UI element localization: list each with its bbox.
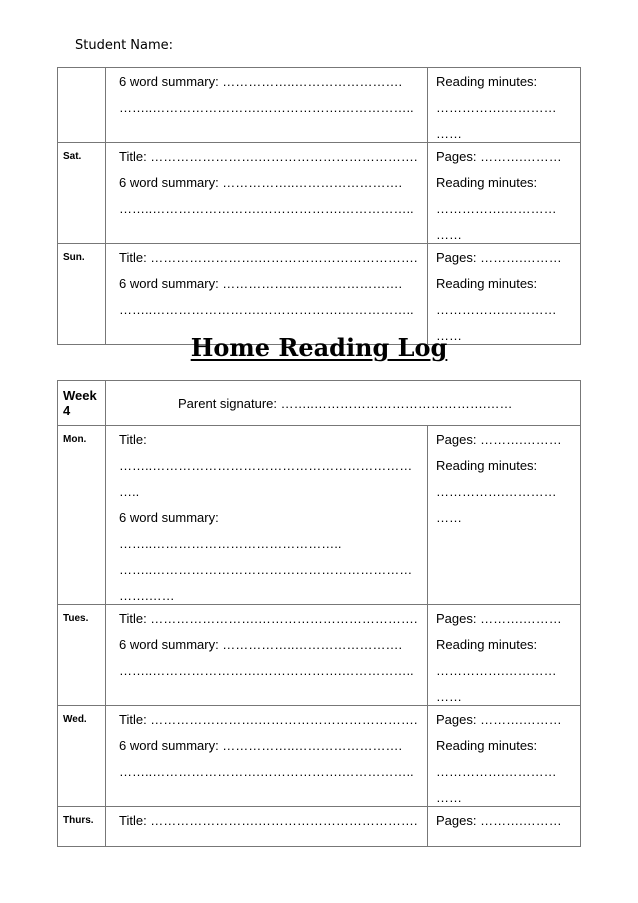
pages-minutes-line[interactable]: …………….………… [436,201,557,216]
title-summary-line[interactable]: …….…… [119,588,175,603]
line-gap [119,448,427,457]
day-label: Thurs. [58,807,106,847]
title-summary-cell[interactable] [106,143,428,244]
title-summary-line[interactable]: Title: …………………….………………………………. [119,149,418,164]
title-summary-line[interactable]: ……..…………………………………………………… [119,458,413,473]
line-gap [436,318,580,327]
day-label: Tues. [58,605,106,706]
pages-minutes-cell[interactable] [428,244,581,345]
title-summary-line[interactable]: Title: …………………….………………………………. [119,250,418,265]
pages-minutes-line[interactable]: …… [436,689,462,704]
title-summary-line[interactable]: ……..…………………………………………………… [119,562,413,577]
pages-minutes-line[interactable]: Pages: ……….……… [436,813,562,828]
day-label [58,68,106,143]
pages-minutes-line[interactable]: Pages: ……….……… [436,250,562,265]
title-summary-line[interactable]: ……..…………………….……………….…………….. [119,764,414,779]
day-row [58,807,581,847]
title-summary-line[interactable]: ……..…………………….……………….…………….. [119,663,414,678]
pages-minutes-line[interactable]: …………….………… [436,100,557,115]
line-gap [119,165,427,174]
parent-signature-field[interactable]: Parent signature: ……..………………………………….…… [106,381,581,426]
title-summary-line[interactable]: Title: …………………….………………………………. [119,611,418,626]
pages-minutes-line[interactable]: Reading minutes: [436,175,538,190]
pages-minutes-line[interactable]: …………….………… [436,484,557,499]
pages-minutes-line[interactable]: Pages: ……….……… [436,611,562,626]
line-gap [119,552,427,561]
line-gap [436,191,580,200]
title-summary-line[interactable]: Title: [119,432,147,447]
line-gap [436,754,580,763]
line-gap [436,780,580,789]
line-gap [436,266,580,275]
pages-minutes-line[interactable]: Pages: ……….……… [436,149,562,164]
title-summary-line[interactable]: 6 word summary: ……………..……………………. [119,637,403,652]
title-summary-cell[interactable] [106,605,428,706]
title-summary-line[interactable]: Title: …………………….………………………………. [119,813,418,828]
pages-minutes-line[interactable]: Reading minutes: [436,458,538,473]
line-gap [436,679,580,688]
line-gap [119,90,427,99]
title-summary-line[interactable]: 6 word summary: ……………..……………………. [119,175,403,190]
title-summary-line[interactable]: 6 word summary: ……………..……………………. [119,276,403,291]
title-summary-line[interactable]: 6 word summary: ……………..……………………. [119,738,403,753]
pages-minutes-line[interactable]: …………….………… [436,764,557,779]
title-summary-cell[interactable] [106,706,428,807]
pages-minutes-line[interactable]: Reading minutes: [436,637,538,652]
title-summary-line[interactable]: 6 word summary: ……………..……………………. [119,74,403,89]
home-reading-log-title: Home Reading Log [190,333,448,362]
line-gap [436,116,580,125]
title-summary-line[interactable]: ……..…………………….……………….…………….. [119,100,414,115]
pages-minutes-cell[interactable] [428,68,581,143]
line-gap [119,653,427,662]
line-gap [436,627,580,636]
pages-minutes-line[interactable]: Reading minutes: [436,738,538,753]
title-summary-line[interactable]: ……..…………………….……………….…………….. [119,201,414,216]
line-gap [119,728,427,737]
pages-minutes-cell[interactable] [428,426,581,605]
title-summary-cell[interactable] [106,244,428,345]
line-gap [436,500,580,509]
line-gap [119,500,427,509]
line-gap [119,526,427,535]
page-title [0,333,638,362]
title-summary-cell[interactable] [106,807,428,847]
line-gap [436,474,580,483]
day-row [58,143,581,244]
line-gap [119,627,427,636]
line-gap [436,90,580,99]
pages-minutes-line[interactable]: …… [436,328,462,343]
title-summary-cell[interactable] [106,68,428,143]
day-row [58,244,581,345]
reading-log-table-previous-week [57,67,581,345]
pages-minutes-line[interactable]: …… [436,510,462,525]
pages-minutes-line[interactable]: Pages: ……….……… [436,432,562,447]
title-summary-line[interactable]: ….. [119,484,140,499]
title-summary-line[interactable]: ……..…………………….……………….…………….. [119,302,414,317]
day-row [58,706,581,807]
day-label: Mon. [58,426,106,605]
line-gap [119,266,427,275]
student-name-label: Student Name: [75,38,174,53]
day-row [58,68,581,143]
line-gap [119,191,427,200]
line-gap [436,292,580,301]
week-header-row [58,381,581,426]
day-label: Sun. [58,244,106,345]
title-summary-line[interactable]: 6 word summary: [119,510,219,525]
pages-minutes-line[interactable]: …… [436,227,462,242]
day-label: Sat. [58,143,106,244]
line-gap [436,448,580,457]
day-row [58,426,581,605]
reading-log-table-week-4 [57,380,581,847]
pages-minutes-line[interactable]: …………….………… [436,302,557,317]
title-summary-line[interactable]: ……..…………………………………….. [119,536,342,551]
title-summary-line[interactable]: Title: …………………….………………………………. [119,712,418,727]
pages-minutes-cell[interactable] [428,807,581,847]
pages-minutes-cell[interactable] [428,143,581,244]
day-row [58,605,581,706]
line-gap [119,474,427,483]
pages-minutes-line[interactable]: Pages: ……….……… [436,712,562,727]
pages-minutes-line[interactable]: Reading minutes: [436,74,538,89]
line-gap [436,728,580,737]
pages-minutes-cell[interactable] [428,605,581,706]
line-gap [436,165,580,174]
line-gap [119,292,427,301]
pages-minutes-cell[interactable] [428,706,581,807]
day-label: Wed. [58,706,106,807]
pages-minutes-line[interactable]: …… [436,126,462,141]
pages-minutes-line[interactable]: Reading minutes: [436,276,538,291]
line-gap [119,578,427,587]
week-label: Week 4 [58,381,106,426]
line-gap [436,653,580,662]
line-gap [436,217,580,226]
line-gap [119,754,427,763]
pages-minutes-line[interactable]: …… [436,790,462,805]
pages-minutes-line[interactable]: …………….………… [436,663,557,678]
title-summary-cell[interactable] [106,426,428,605]
